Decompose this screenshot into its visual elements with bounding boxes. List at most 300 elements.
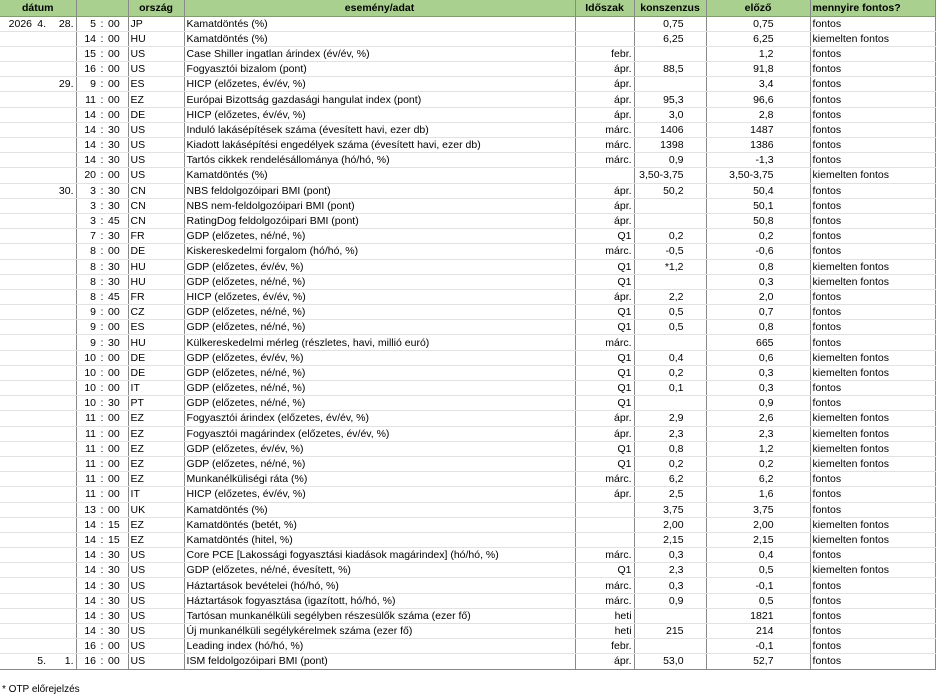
table-row (0, 46, 935, 61)
consensus-cell: 2,3 (634, 426, 706, 441)
period-cell: heti (575, 624, 634, 639)
previous-cell: 50,8 (706, 213, 810, 228)
hour-cell: 8 (76, 289, 98, 304)
header-consensus: konszenzus (634, 0, 706, 16)
month-cell (34, 122, 48, 137)
country-cell: US (128, 548, 184, 563)
day-cell (48, 593, 76, 608)
period-cell: ápr. (575, 426, 634, 441)
previous-cell: 0,3 (706, 365, 810, 380)
day-cell (48, 92, 76, 107)
year-cell (0, 624, 34, 639)
minute-cell: 00 (106, 441, 128, 456)
previous-cell: 214 (706, 624, 810, 639)
importance-cell: fontos (810, 639, 935, 654)
period-cell (575, 31, 634, 46)
previous-cell: 52,7 (706, 654, 810, 669)
minute-cell: 00 (106, 502, 128, 517)
minute-cell: 30 (106, 122, 128, 137)
table-row (0, 274, 935, 289)
country-cell: DE (128, 107, 184, 122)
event-cell: RatingDog feldolgozóipari BMI (pont) (184, 213, 575, 228)
table-row (0, 593, 935, 608)
importance-cell: fontos (810, 654, 935, 669)
minute-cell: 00 (106, 16, 128, 31)
time-separator: : (98, 456, 106, 471)
country-cell: CN (128, 213, 184, 228)
year-cell (0, 578, 34, 593)
event-cell: GDP (előzetes, né/né, %) (184, 320, 575, 335)
day-cell (48, 259, 76, 274)
table-row (0, 578, 935, 593)
time-separator: : (98, 31, 106, 46)
country-cell: CN (128, 198, 184, 213)
previous-cell: 2,0 (706, 289, 810, 304)
day-cell (48, 411, 76, 426)
importance-cell: kiemelten fontos (810, 517, 935, 532)
hour-cell: 9 (76, 320, 98, 335)
country-cell: PT (128, 396, 184, 411)
time-separator: : (98, 213, 106, 228)
country-cell: US (128, 122, 184, 137)
month-cell (34, 487, 48, 502)
previous-cell: -1,3 (706, 153, 810, 168)
event-cell: GDP (előzetes, né/né, %) (184, 456, 575, 471)
minute-cell: 30 (106, 624, 128, 639)
previous-cell: 3,50-3,75 (706, 168, 810, 183)
importance-cell: fontos (810, 502, 935, 517)
importance-cell: fontos (810, 213, 935, 228)
importance-cell: fontos (810, 608, 935, 623)
previous-cell: 1,2 (706, 46, 810, 61)
country-cell: EZ (128, 517, 184, 532)
event-cell: Tartós cikkek rendelésállománya (hó/hó, %) (184, 153, 575, 168)
minute-cell: 00 (106, 62, 128, 77)
minute-cell: 30 (106, 396, 128, 411)
minute-cell: 00 (106, 350, 128, 365)
minute-cell: 00 (106, 654, 128, 669)
table-row (0, 183, 935, 198)
event-cell: Leading index (hó/hó, %) (184, 639, 575, 654)
consensus-cell: 0,2 (634, 456, 706, 471)
previous-cell: -0,1 (706, 578, 810, 593)
month-cell (34, 198, 48, 213)
importance-cell: fontos (810, 62, 935, 77)
previous-cell: 91,8 (706, 62, 810, 77)
day-cell (48, 608, 76, 623)
consensus-cell: -0,5 (634, 244, 706, 259)
importance-cell: kiemelten fontos (810, 259, 935, 274)
period-cell: Q1 (575, 229, 634, 244)
previous-cell: 1,2 (706, 441, 810, 456)
time-separator: : (98, 608, 106, 623)
period-cell: Q1 (575, 381, 634, 396)
event-cell: GDP (előzetes, né/né, évesített, %) (184, 563, 575, 578)
minute-cell: 00 (106, 381, 128, 396)
previous-cell: 0,2 (706, 229, 810, 244)
consensus-cell: 0,1 (634, 381, 706, 396)
hour-cell: 14 (76, 31, 98, 46)
day-cell (48, 532, 76, 547)
table-row (0, 122, 935, 137)
table-row (0, 289, 935, 304)
previous-cell: 0,5 (706, 563, 810, 578)
importance-cell: fontos (810, 153, 935, 168)
time-separator: : (98, 532, 106, 547)
day-cell (48, 426, 76, 441)
month-cell (34, 168, 48, 183)
country-cell: US (128, 578, 184, 593)
year-cell (0, 107, 34, 122)
importance-cell: fontos (810, 244, 935, 259)
time-separator: : (98, 183, 106, 198)
consensus-cell: 6,2 (634, 472, 706, 487)
importance-cell: fontos (810, 229, 935, 244)
month-cell (34, 548, 48, 563)
time-separator: : (98, 122, 106, 137)
previous-cell: 0,4 (706, 548, 810, 563)
previous-cell: 2,15 (706, 532, 810, 547)
time-separator: : (98, 381, 106, 396)
day-cell (48, 441, 76, 456)
day-cell: 30. (48, 183, 76, 198)
hour-cell: 11 (76, 487, 98, 502)
time-separator: : (98, 259, 106, 274)
hour-cell: 14 (76, 548, 98, 563)
header-importance: mennyire fontos? (810, 0, 935, 16)
event-cell: GDP (előzetes, né/né, %) (184, 365, 575, 380)
event-cell: Fogyasztói bizalom (pont) (184, 62, 575, 77)
minute-cell: 45 (106, 213, 128, 228)
importance-cell: fontos (810, 183, 935, 198)
table-row (0, 472, 935, 487)
month-cell (34, 578, 48, 593)
consensus-cell: 50,2 (634, 183, 706, 198)
minute-cell: 00 (106, 365, 128, 380)
year-cell (0, 168, 34, 183)
minute-cell: 00 (106, 305, 128, 320)
country-cell: US (128, 563, 184, 578)
month-cell (34, 593, 48, 608)
minute-cell: 00 (106, 426, 128, 441)
minute-cell: 00 (106, 46, 128, 61)
table-row (0, 198, 935, 213)
year-cell (0, 229, 34, 244)
year-cell (0, 563, 34, 578)
month-cell (34, 77, 48, 92)
day-cell (48, 350, 76, 365)
hour-cell: 14 (76, 608, 98, 623)
consensus-cell: 3,0 (634, 107, 706, 122)
year-cell (0, 381, 34, 396)
consensus-cell: 1406 (634, 122, 706, 137)
day-cell (48, 107, 76, 122)
table-row (0, 456, 935, 471)
consensus-cell: 0,4 (634, 350, 706, 365)
period-cell: ápr. (575, 92, 634, 107)
importance-cell: fontos (810, 548, 935, 563)
hour-cell: 10 (76, 350, 98, 365)
day-cell: 1. (48, 654, 76, 669)
year-cell (0, 548, 34, 563)
period-cell: márc. (575, 153, 634, 168)
importance-cell: kiemelten fontos (810, 426, 935, 441)
day-cell (48, 62, 76, 77)
event-cell: Kamatdöntés (%) (184, 31, 575, 46)
country-cell: EZ (128, 426, 184, 441)
hour-cell: 16 (76, 654, 98, 669)
country-cell: EZ (128, 532, 184, 547)
hour-cell: 10 (76, 381, 98, 396)
previous-cell: 2,00 (706, 517, 810, 532)
minute-cell: 00 (106, 320, 128, 335)
time-separator: : (98, 639, 106, 654)
event-cell: GDP (előzetes, év/év, %) (184, 259, 575, 274)
period-cell: ápr. (575, 183, 634, 198)
month-cell (34, 502, 48, 517)
period-cell: ápr. (575, 213, 634, 228)
table-row (0, 138, 935, 153)
event-cell: HICP (előzetes, év/év, %) (184, 107, 575, 122)
month-cell (34, 624, 48, 639)
period-cell: ápr. (575, 62, 634, 77)
table-row (0, 305, 935, 320)
time-separator: : (98, 289, 106, 304)
country-cell: US (128, 46, 184, 61)
year-cell (0, 320, 34, 335)
month-cell (34, 183, 48, 198)
event-cell: Kamatdöntés (%) (184, 502, 575, 517)
time-separator: : (98, 138, 106, 153)
month-cell (34, 107, 48, 122)
month-cell: 5. (34, 654, 48, 669)
table-row (0, 229, 935, 244)
event-cell: GDP (előzetes, né/né, %) (184, 396, 575, 411)
minute-cell: 00 (106, 244, 128, 259)
hour-cell: 8 (76, 259, 98, 274)
hour-cell: 8 (76, 274, 98, 289)
country-cell: FR (128, 289, 184, 304)
previous-cell: 6,25 (706, 31, 810, 46)
time-separator: : (98, 153, 106, 168)
country-cell: JP (128, 16, 184, 31)
event-cell: Kiskereskedelmi forgalom (hó/hó, %) (184, 244, 575, 259)
month-cell (34, 274, 48, 289)
previous-cell: 0,75 (706, 16, 810, 31)
previous-cell: 96,6 (706, 92, 810, 107)
event-cell: Kiadott lakásépítési engedélyek száma (évesített havi, ezer db) (184, 138, 575, 153)
table-row (0, 259, 935, 274)
minute-cell: 30 (106, 198, 128, 213)
month-cell (34, 396, 48, 411)
period-cell: márc. (575, 472, 634, 487)
importance-cell: fontos (810, 335, 935, 350)
month-cell (34, 320, 48, 335)
day-cell (48, 229, 76, 244)
importance-cell: kiemelten fontos (810, 168, 935, 183)
consensus-cell: 0,2 (634, 365, 706, 380)
table-row (0, 350, 935, 365)
country-cell: US (128, 593, 184, 608)
consensus-cell: 0,2 (634, 229, 706, 244)
year-cell (0, 31, 34, 46)
header-previous: előző (706, 0, 810, 16)
minute-cell: 30 (106, 563, 128, 578)
period-cell (575, 502, 634, 517)
month-cell (34, 426, 48, 441)
day-cell (48, 517, 76, 532)
period-cell: márc. (575, 578, 634, 593)
day-cell (48, 213, 76, 228)
time-separator: : (98, 502, 106, 517)
minute-cell: 30 (106, 138, 128, 153)
previous-cell: 3,4 (706, 77, 810, 92)
hour-cell: 3 (76, 198, 98, 213)
event-cell: Case Shiller ingatlan árindex (év/év, %) (184, 46, 575, 61)
minute-cell: 30 (106, 548, 128, 563)
minute-cell: 00 (106, 639, 128, 654)
table-row (0, 365, 935, 380)
hour-cell: 10 (76, 365, 98, 380)
day-cell (48, 578, 76, 593)
month-cell (34, 46, 48, 61)
previous-cell: 2,8 (706, 107, 810, 122)
time-separator: : (98, 593, 106, 608)
hour-cell: 11 (76, 441, 98, 456)
hour-cell: 9 (76, 305, 98, 320)
hour-cell: 3 (76, 183, 98, 198)
year-cell: 2026 (0, 16, 34, 31)
time-separator: : (98, 624, 106, 639)
time-separator: : (98, 472, 106, 487)
month-cell (34, 229, 48, 244)
time-separator: : (98, 578, 106, 593)
country-cell: US (128, 168, 184, 183)
table-row (0, 532, 935, 547)
period-cell: heti (575, 608, 634, 623)
country-cell: US (128, 654, 184, 669)
table-row (0, 381, 935, 396)
hour-cell: 16 (76, 62, 98, 77)
time-separator: : (98, 396, 106, 411)
month-cell (34, 138, 48, 153)
month-cell (34, 153, 48, 168)
time-separator: : (98, 62, 106, 77)
table-row (0, 320, 935, 335)
previous-cell: 1487 (706, 122, 810, 137)
day-cell (48, 396, 76, 411)
importance-cell: kiemelten fontos (810, 350, 935, 365)
previous-cell: 2,6 (706, 411, 810, 426)
table-row (0, 92, 935, 107)
year-cell (0, 153, 34, 168)
minute-cell: 00 (106, 472, 128, 487)
table-row (0, 441, 935, 456)
time-separator: : (98, 107, 106, 122)
day-cell: 29. (48, 77, 76, 92)
table-row (0, 563, 935, 578)
hour-cell: 15 (76, 46, 98, 61)
month-cell: 4. (34, 16, 48, 31)
month-cell (34, 259, 48, 274)
importance-cell: fontos (810, 77, 935, 92)
importance-cell: fontos (810, 472, 935, 487)
previous-cell: 0,2 (706, 456, 810, 471)
event-cell: Háztartások fogyasztása (igazított, hó/hó, %) (184, 593, 575, 608)
minute-cell: 30 (106, 229, 128, 244)
period-cell: ápr. (575, 487, 634, 502)
table-row (0, 608, 935, 623)
previous-cell: 0,8 (706, 320, 810, 335)
importance-cell: fontos (810, 624, 935, 639)
period-cell: Q1 (575, 305, 634, 320)
month-cell (34, 305, 48, 320)
year-cell (0, 244, 34, 259)
minute-cell: 30 (106, 578, 128, 593)
period-cell: ápr. (575, 654, 634, 669)
period-cell: ápr. (575, 411, 634, 426)
event-cell: Fogyasztói árindex (előzetes, év/év, %) (184, 411, 575, 426)
hour-cell: 14 (76, 153, 98, 168)
minute-cell: 30 (106, 335, 128, 350)
header-country: ország (128, 0, 184, 16)
time-separator: : (98, 16, 106, 31)
header-time (76, 0, 128, 16)
consensus-cell: 0,5 (634, 305, 706, 320)
previous-cell: 0,3 (706, 381, 810, 396)
day-cell (48, 381, 76, 396)
hour-cell: 14 (76, 138, 98, 153)
previous-cell: 1821 (706, 608, 810, 623)
consensus-cell: 0,5 (634, 320, 706, 335)
importance-cell: fontos (810, 578, 935, 593)
period-cell: ápr. (575, 107, 634, 122)
consensus-cell (634, 46, 706, 61)
year-cell (0, 92, 34, 107)
day-cell (48, 198, 76, 213)
month-cell (34, 213, 48, 228)
day-cell (48, 563, 76, 578)
year-cell (0, 289, 34, 304)
hour-cell: 14 (76, 593, 98, 608)
country-cell: US (128, 138, 184, 153)
table-row (0, 517, 935, 532)
country-cell: ES (128, 77, 184, 92)
importance-cell: kiemelten fontos (810, 31, 935, 46)
minute-cell: 30 (106, 274, 128, 289)
month-cell (34, 517, 48, 532)
country-cell: HU (128, 259, 184, 274)
event-cell: HICP (előzetes, év/év, %) (184, 77, 575, 92)
year-cell (0, 62, 34, 77)
table-row (0, 654, 935, 669)
event-cell: GDP (előzetes, né/né, %) (184, 274, 575, 289)
event-cell: Fogyasztói magárindex (előzetes, év/év, %) (184, 426, 575, 441)
minute-cell: 00 (106, 487, 128, 502)
month-cell (34, 62, 48, 77)
event-cell: GDP (előzetes, év/év, %) (184, 350, 575, 365)
country-cell: EZ (128, 456, 184, 471)
country-cell: DE (128, 350, 184, 365)
minute-cell: 00 (106, 411, 128, 426)
previous-cell: 6,2 (706, 472, 810, 487)
time-separator: : (98, 274, 106, 289)
day-cell (48, 305, 76, 320)
consensus-cell: 2,00 (634, 517, 706, 532)
event-cell: Kamatdöntés (%) (184, 168, 575, 183)
country-cell: EZ (128, 411, 184, 426)
importance-cell: fontos (810, 305, 935, 320)
